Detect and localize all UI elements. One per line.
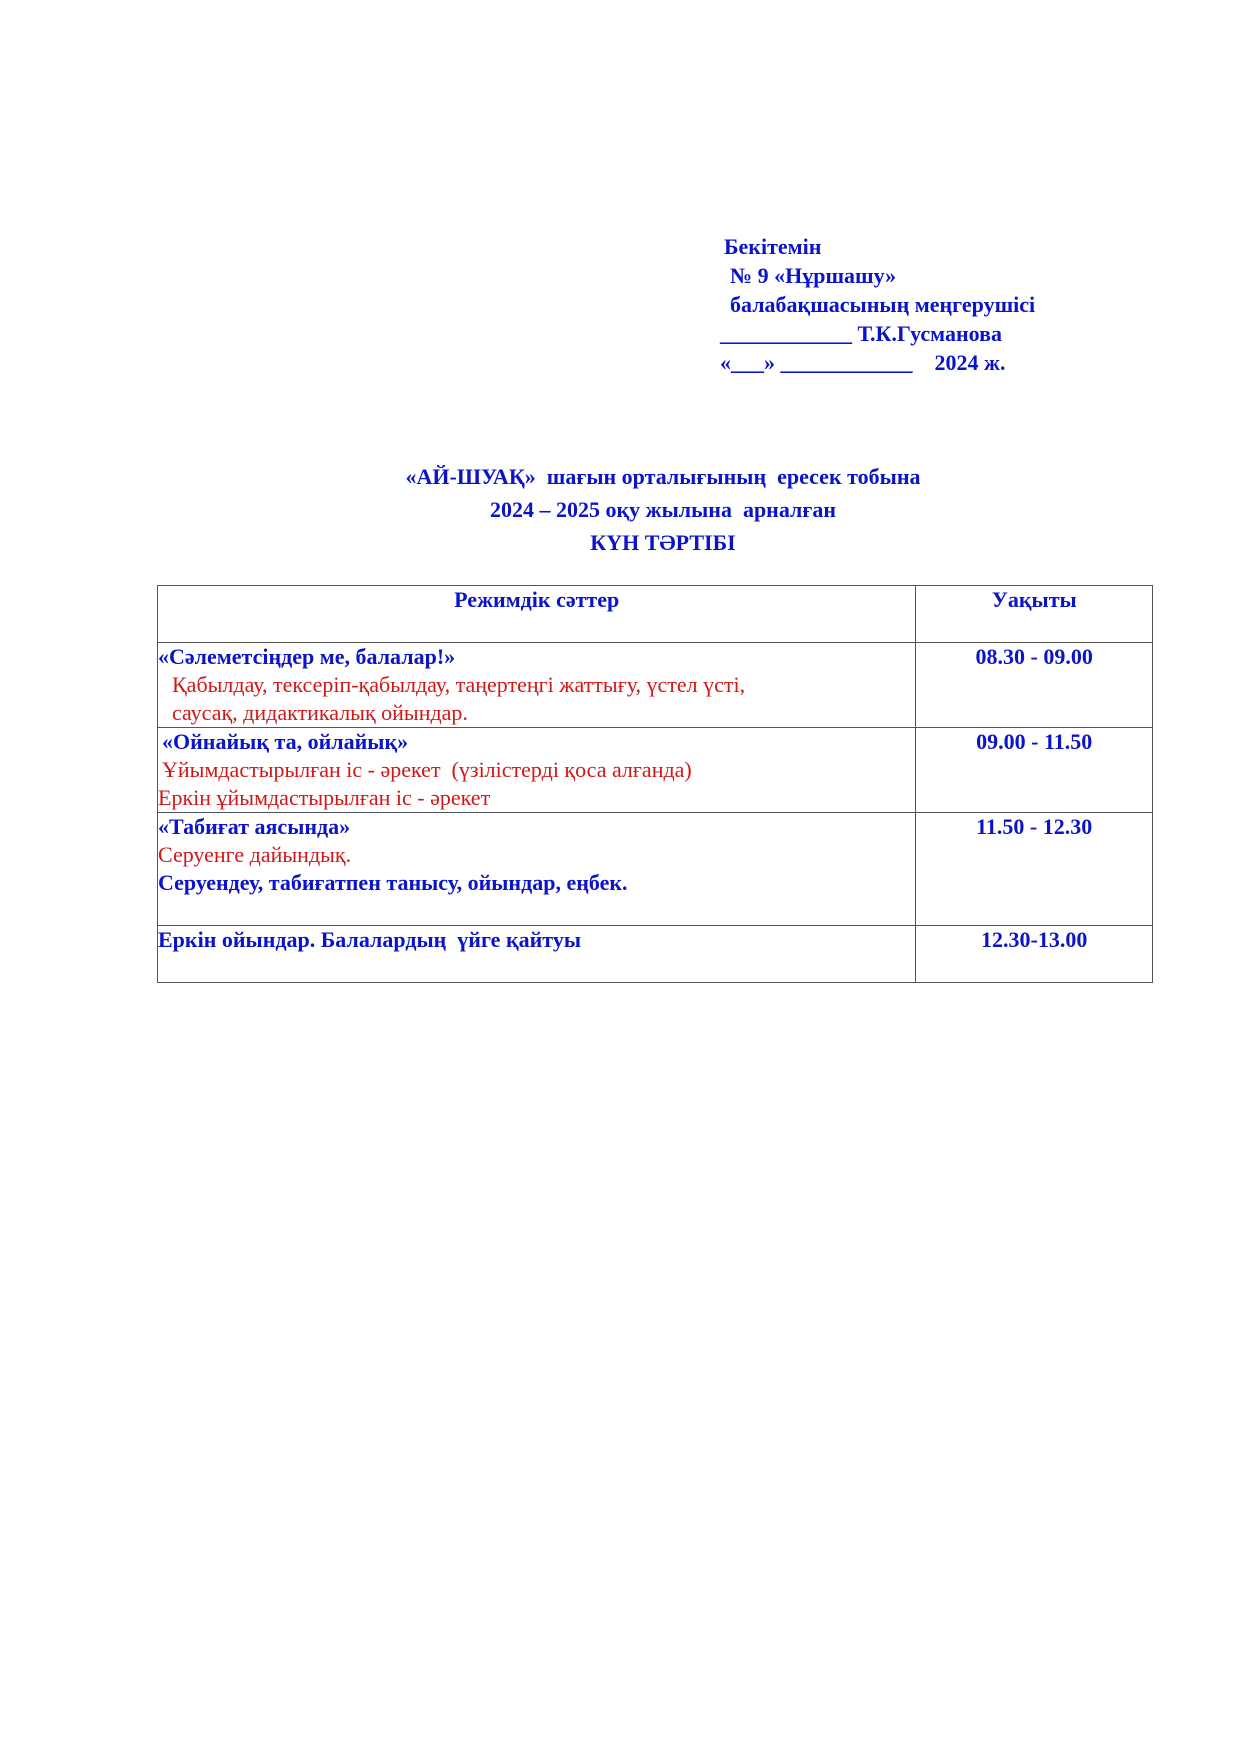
activity-heading: «Ойнайық та, ойлайық» — [162, 729, 409, 754]
activity-detail: Ұйымдастырылған іс - әрекет (үзілістерді қоса алғанда) — [162, 757, 692, 782]
activity-detail: Еркін ұйымдастырылған іс - әрекет — [158, 785, 491, 810]
title-line-2: 2024 – 2025 оқу жылына арналған — [489, 497, 837, 522]
table-row — [158, 813, 1153, 926]
activity-heading: Еркін ойындар. Балалардың үйге қайтуы — [158, 927, 581, 952]
approval-block — [720, 232, 1036, 377]
activity-detail: саусақ, дидактикалық ойындар. — [172, 700, 468, 725]
activity-cell — [158, 926, 916, 983]
head-position: балабақшасының меңгерушісі — [730, 292, 1036, 317]
time-cell: 11.50 - 12.30 — [916, 813, 1153, 926]
signature-line: ____________ Т.К.Гусманова — [720, 321, 1003, 346]
activity-heading: «Сәлеметсіңдер ме, балалар!» — [158, 644, 456, 669]
header-time: Уақыты — [916, 586, 1153, 643]
title-line-3: КҮН ТӘРТІБІ — [590, 530, 736, 555]
header-activities: Режимдік сәттер — [158, 586, 916, 643]
time-cell: 12.30-13.00 — [916, 926, 1153, 983]
title-line-1: «АЙ-ШУАҚ» шағын орталығының ересек тобына — [405, 464, 921, 489]
time-cell: 09.00 - 11.50 — [916, 728, 1153, 813]
time-cell: 08.30 - 09.00 — [916, 643, 1153, 728]
date-line: «___» ____________ 2024 ж. — [720, 350, 1006, 375]
schedule-table — [157, 585, 1153, 983]
kindergarten-name: № 9 «Нұршашу» — [730, 263, 897, 288]
document-title — [0, 460, 1241, 559]
activity-cell — [158, 643, 916, 728]
table-header-row — [158, 586, 1153, 643]
activity-cell — [158, 728, 916, 813]
table-row — [158, 728, 1153, 813]
activity-detail: Серуендеу, табиғатпен танысу, ойындар, еңбек. — [158, 870, 628, 895]
table-row — [158, 643, 1153, 728]
activity-detail: Қабылдау, тексеріп-қабылдау, таңертеңгі жаттығу, үстел үсті, — [172, 672, 746, 697]
activity-heading: «Табиғат аясында» — [158, 814, 351, 839]
activity-detail: Серуенге дайындық. — [158, 842, 352, 867]
approval-title: Бекітемін — [724, 234, 822, 259]
table-row — [158, 926, 1153, 983]
activity-cell — [158, 813, 916, 926]
